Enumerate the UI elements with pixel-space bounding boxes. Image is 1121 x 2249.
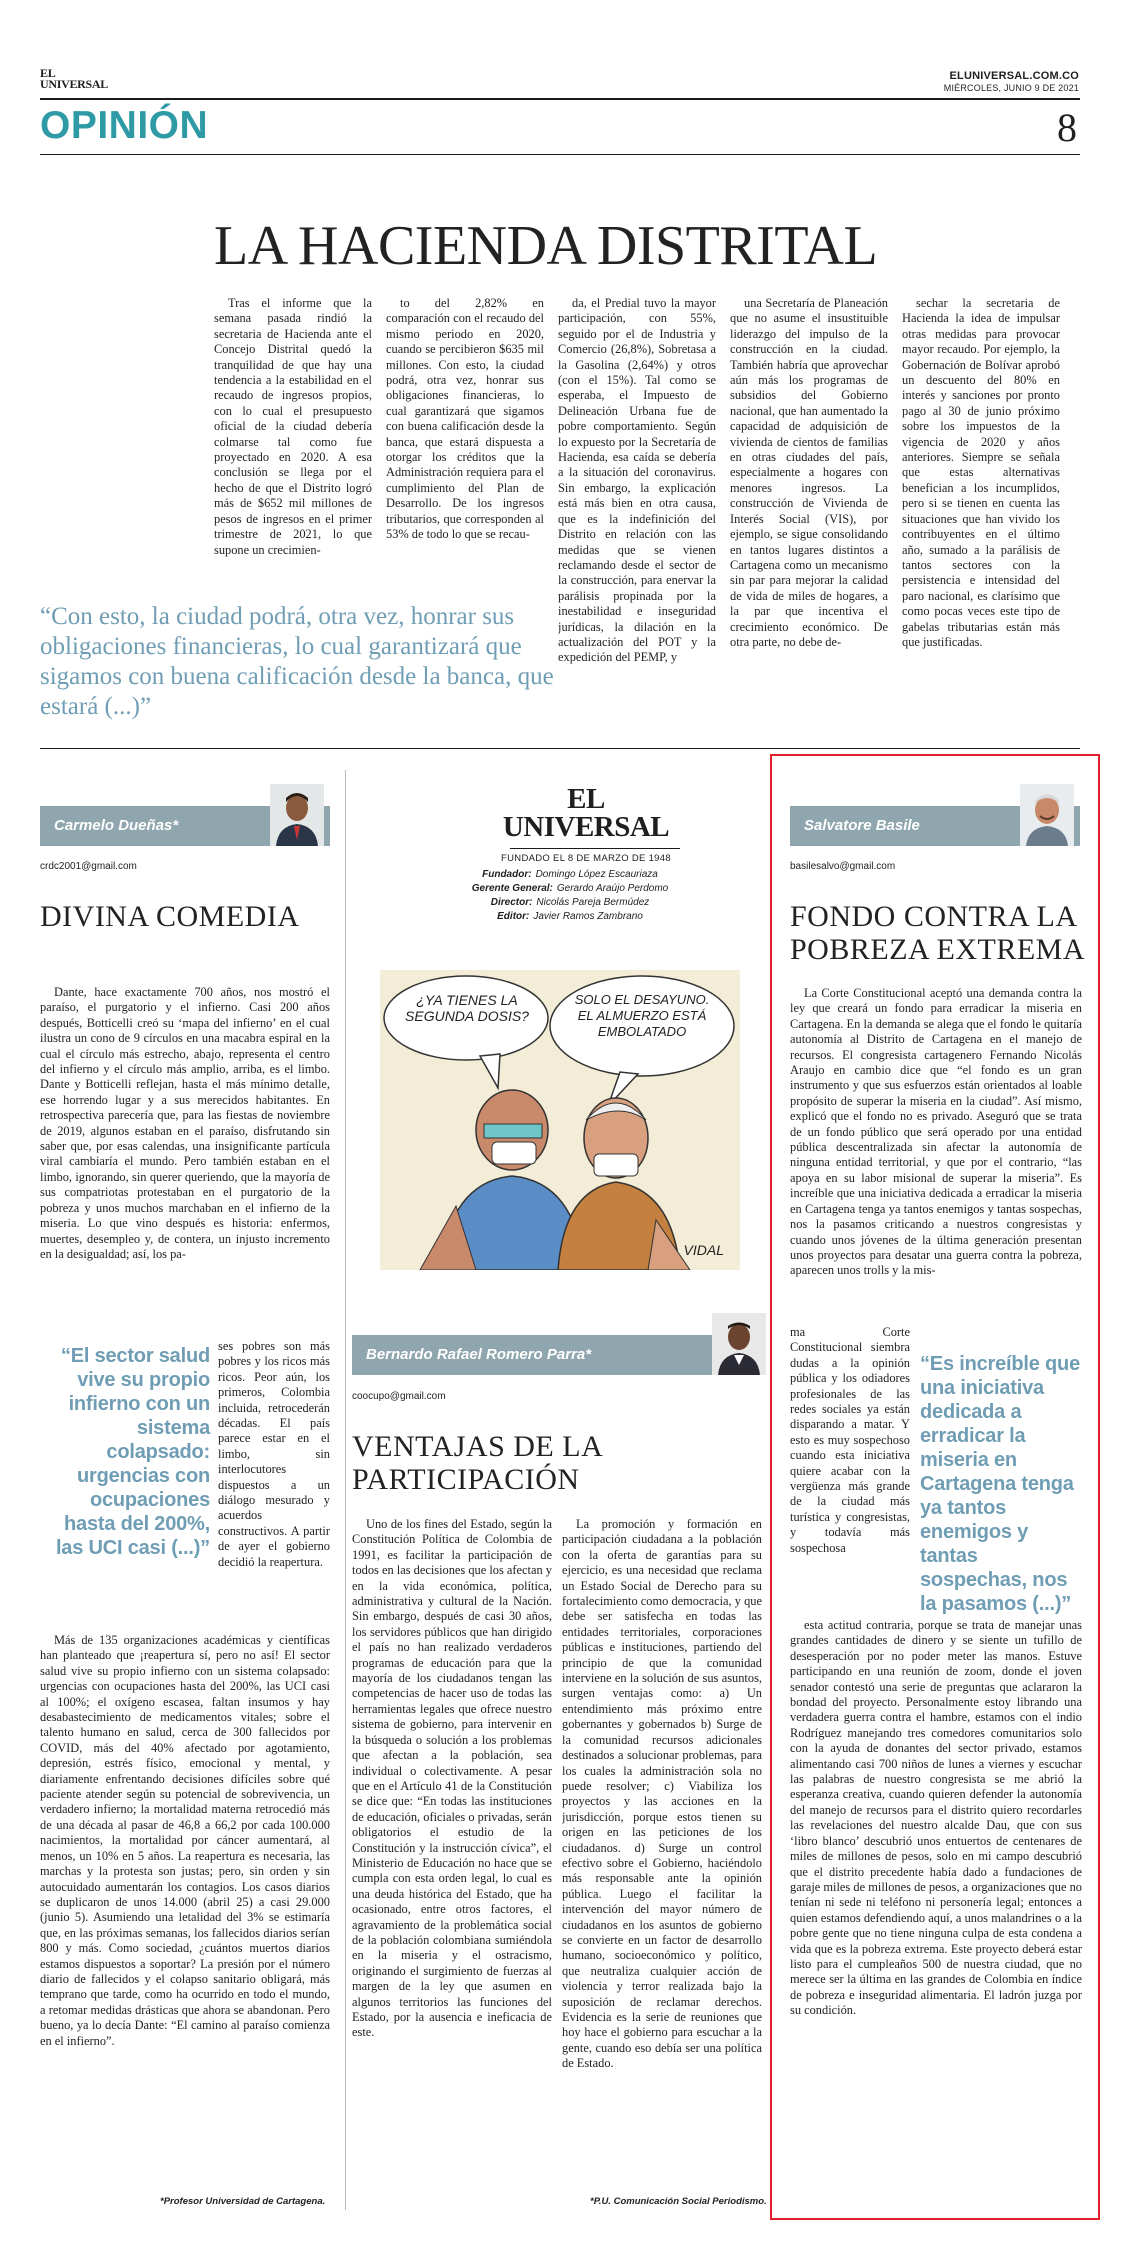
editorial-column-5: sechar la secretaria de Hacienda la idea de impulsar otras medidas para provocar mayor recaudo. Por ejemplo, la Gobernación de Bolívar aprobó un descuento del 80% en interés y sanciones por pronto pago al 30 de junio próximo sobre los impuestos de la vigencia de 2020 y años anteriores. Siempre se señala que estas alternativas benefician a los incumplidos, pero si se tienen en cuenta las situaciones que han vivido los contribuyentes en el último año, sumado a la parálisis de tantos sectores con la persistencia e intensidad del paro nacional, es clarísimo que como pocas veces este tipo de gabelas tributarias están más que justificadas. xyxy=(902,296,1060,649)
section-title: OPINIÓN xyxy=(40,104,209,147)
pull-quote-left: “El sector salud vive su propio infierno con un sistema colapsado: urgencias con ocupaciones hasta del 200%, las UCI casi (...)” xyxy=(55,1345,210,1559)
staff-editor: Editor: Javier Ramos Zambrano xyxy=(497,911,643,922)
editorial-title: LA HACIENDA DISTRITAL xyxy=(214,215,878,277)
masthead-logo: EL UNIVERSAL xyxy=(40,66,108,91)
column-text-left-right: ses pobres son más pobres y los ricos más ricos. Peor aún, los primeros, Colombia incluida, retrocederán décadas. El país parece estar en el limbo, sin interlocutores dispuestos a un diálogo mesurado y acuerdos constructivos. A partir de ayer el gobierno decidió la reapertura. xyxy=(218,1339,330,1569)
founded-line: FUNDADO EL 8 DE MARZO DE 1948 xyxy=(501,853,671,864)
divider-left xyxy=(345,770,346,2210)
column-text-left-top: Dante, hace exactamente 700 años, nos mostró el paraíso, el purgatorio y el infierno. Casi 200 años después, Botticelli creó su ‘mapa del infierno’ en el cual ilustra un cono de 9 círculos en una macabra espiral en la cual el círculo más estrecho, abajo, representa el centro del infierno y el círculo más amplio, arriba, es el limbo. Dante y Botticelli reflejan, hasta el más mínimo detalle, ese horrendo lugar y a sus merecidos habitantes. En retrospectiva parecería que, para las fiestas de noviembre de 2019, algunos estaban en el paraíso, disfrutando sin saber que, por esas calendas, una insignificante partícula viral cambiaría el mundo. Pero también estaban en el limbo, ignorando, sin querer queriendo, que la mayoría de sus compatriotas protestaban en el purgatorio de la pobreza y unos muchos marchaban en el infierno de la miseria. Lo que vino después es historia: enfermos, muertes, desempleo y, de contera, un injusto incremento en la desigualdad; así, los pa- xyxy=(40,985,330,1261)
site-url: ELUNIVERSAL.COM.CO xyxy=(949,70,1079,82)
editorial-column-3: da, el Predial tuvo la mayor participación, con 55%, seguido por el de Industria y Comercio (26,8%), Sobretasa a la Gasolina (2,64%) y otros (con el 15%). Tal como se esperaba, el Impuesto de Delineación Urbana fue de pobre comportamiento. Según lo expuesto por la Secretaría de Hacienda, esa caída se debería a la situación del coronavirus. Sin embargo, la explicación está más bien en otra causa, que es la indefinición del Distrito en relación con las medidas que se vienen reclamando desde el sector de la construcción, para enervar la parálisis propinada por la inestabilidad e inseguridad jurídicas, la dilación en la actualización del POT y la expedición del PEMP, y xyxy=(558,296,716,665)
column-title-left: DIVINA COMEDIA xyxy=(40,900,300,933)
author-signoff-left: *Profesor Universidad de Cartagena. xyxy=(160,2196,326,2207)
staff-manager: Gerente General: Gerardo Araújo Perdomo xyxy=(471,883,669,894)
author-bar-center xyxy=(352,1335,762,1375)
page-number: 8 xyxy=(1057,105,1077,150)
column-text-right-top: La Corte Constitucional aceptó una demanda contra la ley que creará un fondo para erradicar la miseria en Cartagena. En la demanda se alega que el fondo le quitaría autonomía al Distrito de Cartagena en el manejo de recursos. El congresista cartagenero Fernando Nicolás Araujo en cambio dice que “el fondo es un gran instrumento y que sus esfuerzos están orientados al loable propósito de superar la miseria en la ciudad”. Así mismo, explicó que el fondo no es privado. Aseguró que se trata de un fondo público que será operado por una entidad pública descentralizada sin afectar la autonomía de ninguna entidad territorial, y que por el contrario, “las apoya en su labor misional de superar la miseria”. Es increíble que una iniciativa dedicada a erradicar la miseria en Cartagena tenga ya tantos enemigos y tantas sospechas, nos la pasamos criticando a nuestros congresistas y cuando unos jóvenes de la última generación presentan unos proyectos para desatar una guerra contra la pobreza, aparecen unos trolls y la mis- xyxy=(790,986,1082,1278)
pull-quote-right: “Es increíble que una iniciativa dedicada a erradicar la miseria en Cartagena tenga ya tantos enemigos y tantas sospechas, nos la pasamos (...)” xyxy=(920,1353,1080,1615)
author-photo-center xyxy=(712,1313,766,1375)
column-text-center-a: Uno de los fines del Estado, según la Constitución Política de Colombia de 1991, es facilitar la participación de todos en las decisiones que los afectan y en la vida económica, política, administrativa y cultural de la Nación. Sin embargo, después de casi 30 años, los servidores públicos que han dirigido el país no han realizado verdaderos programas de educación para que la mayoría de los ciudadanos tengan las competencias de hacer uso de todas las herramientas legales que ofrece nuestro sistema de gobierno, para intervenir en la búsqueda o solución a los problemas que afectan a la población, sea individual o colectivamente. A pesar que en el Artículo 41 de la Constitución se dice que: “En todas las instituciones de educación, oficiales o privadas, serán obligatorios el estudio de la Constitución y la instrucción cívica”, el Ministerio de Educación no hace que se cumpla con esta orden legal, lo cual es una deuda histórica del Estado, que ha ocasionado, entre otros factores, el agravamiento de la problemática social de la población colombiana sumiéndola en la miseria y el ostracismo, originando el surgimiento de fuerzas al margen de la ley que asumen en algunos territorios las funciones del Estado, por la ausencia e ineficacia de este. xyxy=(352,1517,552,2040)
staff-director: Director: Nicolás Pareja Bermúdez xyxy=(490,897,650,908)
column-text-right-left: ma Corte Constitucional siembra dudas a la opinión pública y los odiadores profesionales de las redes sociales ya están disparando a matar. Y esto es muy sospechoso cuando esta iniciativa quiere acabar con la vergüenza más grande de la ciudad más turística y congresistas, y todavía más sospechosa xyxy=(790,1325,910,1555)
staff-founder: Fundador: Domingo López Escauriaza xyxy=(482,869,658,880)
masthead-rule xyxy=(40,98,1080,100)
editorial-column-2: to del 2,82% en comparación con el recaudo del mismo periodo en 2020, cuando se percibieron $635 mil millones. Con esto, la ciudad podrá, otra vez, honrar sus obligaciones financieras, lo cual garantizará que sigamos con buena calificación desde la banca, que estará dispuesta a otorgar los créditos que la Administración requiera para el cumplimiento del Plan de Desarrollo. De los ingresos tributarios, que corresponden al 53% de todo lo que se recau- xyxy=(386,296,544,542)
cartoon-signature: VIDAL xyxy=(683,1242,724,1258)
issue-date: MIÉRCOLES, JUNIO 9 DE 2021 xyxy=(943,83,1079,93)
section-rule xyxy=(40,154,1080,155)
editorial-cartoon xyxy=(380,970,740,1270)
author-photo-right xyxy=(1020,784,1074,846)
column-text-center-b: La promoción y formación en participación ciudadana a la población con la oferta de garantías para su ejercicio, es una necesidad que reclama un Estado Social de Derecho para su fortalecimiento como democracia, y que debe ser satisfecha en todas las entidades territoriales, corporaciones públicas e instituciones, partiendo del principio de que la comunidad interviene en la solución de sus asuntos, surgen ventajas como: a) Un entendimiento más próximo entre gobernantes y gobernados b) Surge de la comunidad recursos adicionales destinados a solucionar problemas, para los cuales la administración sola no puede resolver; c) Viabiliza los proyectos y las acciones en la jurisdicción, porque estos tienen su origen en las peticiones de los ciudadanos. d) Surge un control efectivo sobre el Gobierno, haciéndolo más responsable ante la opinión pública. Luego el facilitar la intervención del mayor número de ciudadanos en los asuntos de gobierno se convierte en un factor de desarrollo humano, socioeconómico y político, que neutraliza cualquier acción de violencia y terror realizada bajo la suposición de reclamar derechos. Evidencia es la serie de reuniones que hoy hace el gobierno para escuchar a la gente, cuando eso debía ser una política de Estado. xyxy=(562,1517,762,2071)
author-photo-left xyxy=(270,784,324,846)
author-email-center[interactable]: coocupo@gmail.com xyxy=(352,1391,446,1402)
author-name: Salvatore Basile xyxy=(804,817,920,834)
author-signoff-center: *P.U. Comunicación Social Periodismo. xyxy=(590,2196,767,2207)
center-logo: EL UNIVERSAL xyxy=(502,783,670,843)
editorial-column-1: Tras el informe que la semana pasada rindió la secretaria de Hacienda ante el Concejo Distrital quedó la tranquilidad de que hay una tendencia a la estabilidad en el recaudo de ingresos propios, con lo cual el presupuesto oficial de la ciudad debería colmarse tal como fue proyectado en 2020. A esa conclusión se llega por el hecho de que el Distrito logró más de $652 mil millones de pesos de ingresos en el primer trimestre de 2021, lo que supone un crecimien- xyxy=(214,296,372,557)
cartoon-bubble-right: SOLO EL DESAYUNO. EL ALMUERZO ESTÁ EMBOLATADO xyxy=(574,992,710,1039)
author-email-right[interactable]: basilesalvo@gmail.com xyxy=(790,861,896,872)
author-name: Bernardo Rafael Romero Parra* xyxy=(366,1346,592,1363)
staff-list xyxy=(440,868,700,924)
editorial-bottom-rule xyxy=(40,748,1080,749)
cartoon-bubble-left: ¿YA TIENES LA SEGUNDA DOSIS? xyxy=(405,992,529,1024)
column-text-right-bottom: esta actitud contraria, porque se trata de manejar unas grandes cantidades de dinero y se siente un tufillo de desesperación por no poder meter las manos. Estuve participando en una reunión de zoom, donde el joven senador contestó una serie de preguntas que aclararon la bondad del proyecto. Personalmente estoy librando una verdadera guerra contra el hambre, estamos con el indio Rodríguez manejando tres comedores comunitarios solo con la ayuda de donantes del sector privado, estamos alimentando casi 700 niños de lunes a viernes y escuchar las palabras de nuestro congresista se me abrió la esperanza creativa, cuando quieren defender la autonomía del manejo de recursos para el distrito quiero recordarles las revelaciones del nuestro alcalde Dau, que con sus ‘libro blanco’ descubrió unos entuertos de centenares de miles de millones de pesos, solo en mi campo descubrió que el distrito precedente había dado a fundaciones de garaje miles de millones de pesos, a organizaciones que no tenían ni sede ni teléfono ni personería legal; entonces a quien estamos defendiendo aquí, a unos malandrines o a la pobre gente que no tiene ninguna culpa de esta condena a vida que es la pobreza extrema. Este proyecto deberá estar listo para el cumpleaños 500 de nuestra ciudad, que no merece ser la última en las grandes de Colombia en índice de pobreza e inseguridad alimentaria. El ladrón juzga por su condición. xyxy=(790,1618,1082,2018)
author-email-left[interactable]: crdc2001@gmail.com xyxy=(40,861,137,872)
center-logo-rule xyxy=(510,848,680,849)
column-title-right: FONDO CONTRA LA POBREZA EXTREMA xyxy=(790,900,1086,966)
author-name: Carmelo Dueñas* xyxy=(54,817,179,834)
editorial-pull-quote: “Con esto, la ciudad podrá, otra vez, honrar sus obligaciones financieras, lo cual garantizará que sigamos con buena calificación desde la banca, que estará (...)” xyxy=(40,603,554,720)
editorial-column-4: una Secretaría de Planeación que no asume el insustituible liderazgo del impulso de la construcción en la ciudad. También habría que aprovechar aún más los programas de subsidios del Gobierno nacional, que han aumentado la capacidad de adquisición de vivienda de cientos de familias en otras ciudades del país, especialmente a hogares con menores ingresos. La construcción de Vivienda de Interés Social (VIS), por ejemplo, se sigue consolidando en tantos lugares distintos a Cartagena como un mecanismo sin par para mejorar la calidad de vida de miles de hogares, a la par que incentiva el crecimiento económico. De otra parte, no debe de- xyxy=(730,296,888,649)
column-title-center: VENTAJAS DE LA PARTICIPACIÓN xyxy=(352,1430,602,1496)
column-text-left-bottom: Más de 135 organizaciones académicas y científicas han planteado que ¡reapertura sí, pero no así! El sector salud vive su propio infierno con un sistema colapsado: urgencias con ocupaciones hasta del 200%, las UCI casi al 100%; el oxígeno escasea, faltan insumos y hay desabastecimiento de medicamentos vitales; sobre el talento humano en salud, cerca de 300 fallecidos por COVID, más del 40% afectado por agotamiento, depresión, estrés físico, emocional y mental, y diariamente enfrentando decisiones difíciles sobre qué paciente atender según su potencial de sobrevivencia, un verdadero infierno; la mortalidad materna retrocedió más de una década al pasar de 46,8 a 66,2 por cada 100.000 nacimientos, la mortalidad por cáncer aumentará, al menos, un 10% en 5 años. La reapertura es necesaria, las marchas y la protesta son justas; pero, sin orden y sin autocuidado aumentarán los contagios. Los casos diarios se duplicaron de unos 14.000 (abril 25) a casi 29.000 (junio 5). Asumiendo una letalidad del 3% se estimaría que, en las próximas semanas, los fallecidos diarios serían 800 y más. Como sociedad, ¿cuántos muertos diarios estamos dispuestos a soportar? La presión por el número diario de fallecidos y el colapso sanitario obligará, más temprano que tarde, como ha ocurrido en todo el mundo, a retomar medidas drásticas que ahora se abandonan. Pero bueno, ya lo decía Dante: “El camino al paraíso comienza en el infierno”. xyxy=(40,1633,330,2048)
